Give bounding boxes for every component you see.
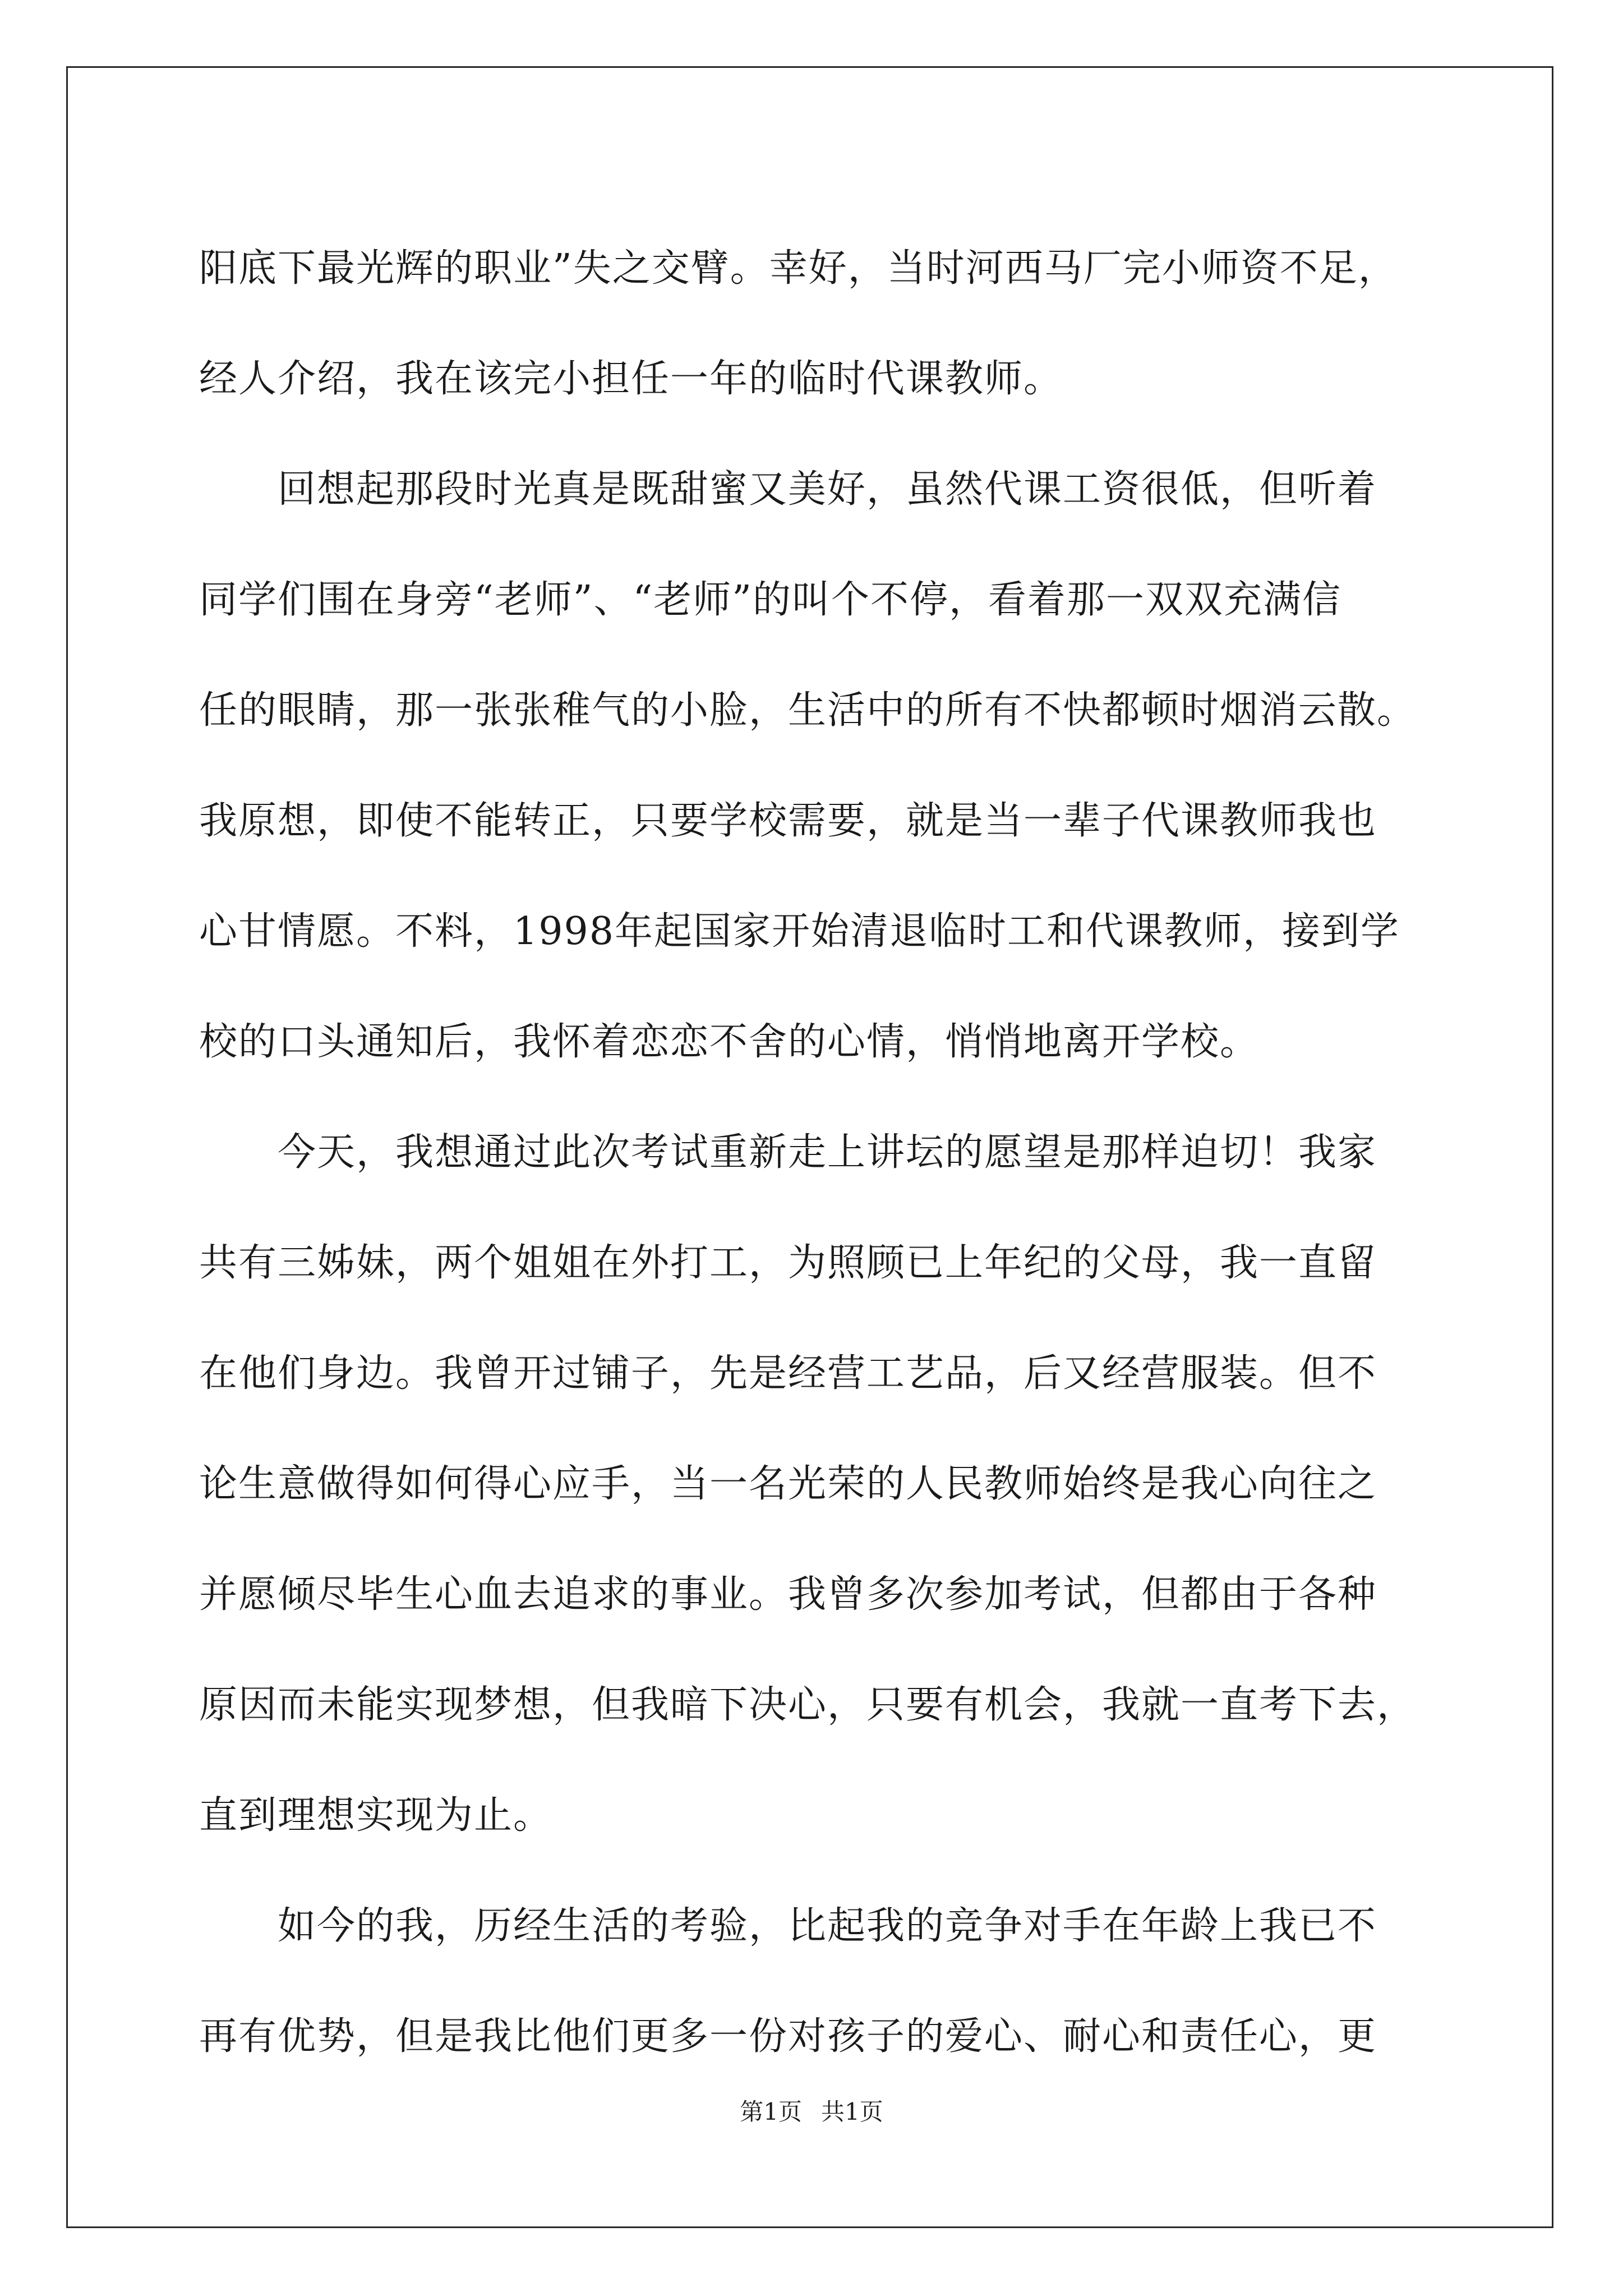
text-line: 经人介绍，我在该完小担任一年的临时代课教师。 xyxy=(199,357,1063,401)
text-line: 校的口头通知后，我怀着恋恋不舍的心情，悄悄地离开学校。 xyxy=(199,1020,1260,1064)
text-line: 如今的我，历经生活的考验，比起我的竞争对手在年龄上我已不 xyxy=(199,1904,1377,1948)
text-line: 论生意做得如何得心应手，当一名光荣的人民教师始终是我心向往之 xyxy=(199,1462,1377,1506)
text-line: 阳底下最光辉的职业”失之交臂。幸好，当时河西马厂完小师资不足， xyxy=(199,246,1398,291)
text-line: 任的眼睛，那一张张稚气的小脸，生活中的所有不快都顿时烟消云散。 xyxy=(199,688,1417,733)
page-number: 第1页 xyxy=(740,2098,802,2125)
text-line: 并愿倾尽毕生心血去追求的事业。我曾多次参加考试，但都由于各种 xyxy=(199,1572,1377,1617)
text-line: 回想起那段时光真是既甜蜜又美好，虽然代课工资很低，但听着 xyxy=(199,467,1377,512)
text-line: 同学们围在身旁“老师”、“老师”的叫个不停，看着那一双双充满信 xyxy=(199,578,1342,622)
text-line: 今天，我想通过此次考试重新走上讲坛的愿望是那样迫切！我家 xyxy=(199,1130,1377,1175)
text-line: 我原想，即使不能转正，只要学校需要，就是当一辈子代课教师我也 xyxy=(199,799,1377,843)
page-footer xyxy=(0,2095,1623,2129)
page-total: 共1页 xyxy=(821,2098,883,2125)
text-line: 原因而未能实现梦想，但我暗下决心，只要有机会，我就一直考下去， xyxy=(199,1683,1417,1727)
text-line: 直到理想实现为止。 xyxy=(199,1793,553,1838)
text-line: 再有优势，但是我比他们更多一份对孩子的爱心、耐心和责任心，更 xyxy=(199,2014,1377,2059)
text-line: 在他们身边。我曾开过铺子，先是经营工艺品，后又经营服装。但不 xyxy=(199,1351,1377,1396)
text-line: 共有三姊妹，两个姐姐在外打工，为照顾已上年纪的父母，我一直留 xyxy=(199,1241,1377,1285)
text-line: 心甘情愿。不料，1998年起国家开始清退临时工和代课教师，接到学 xyxy=(199,909,1400,954)
document-body xyxy=(199,213,1455,2092)
